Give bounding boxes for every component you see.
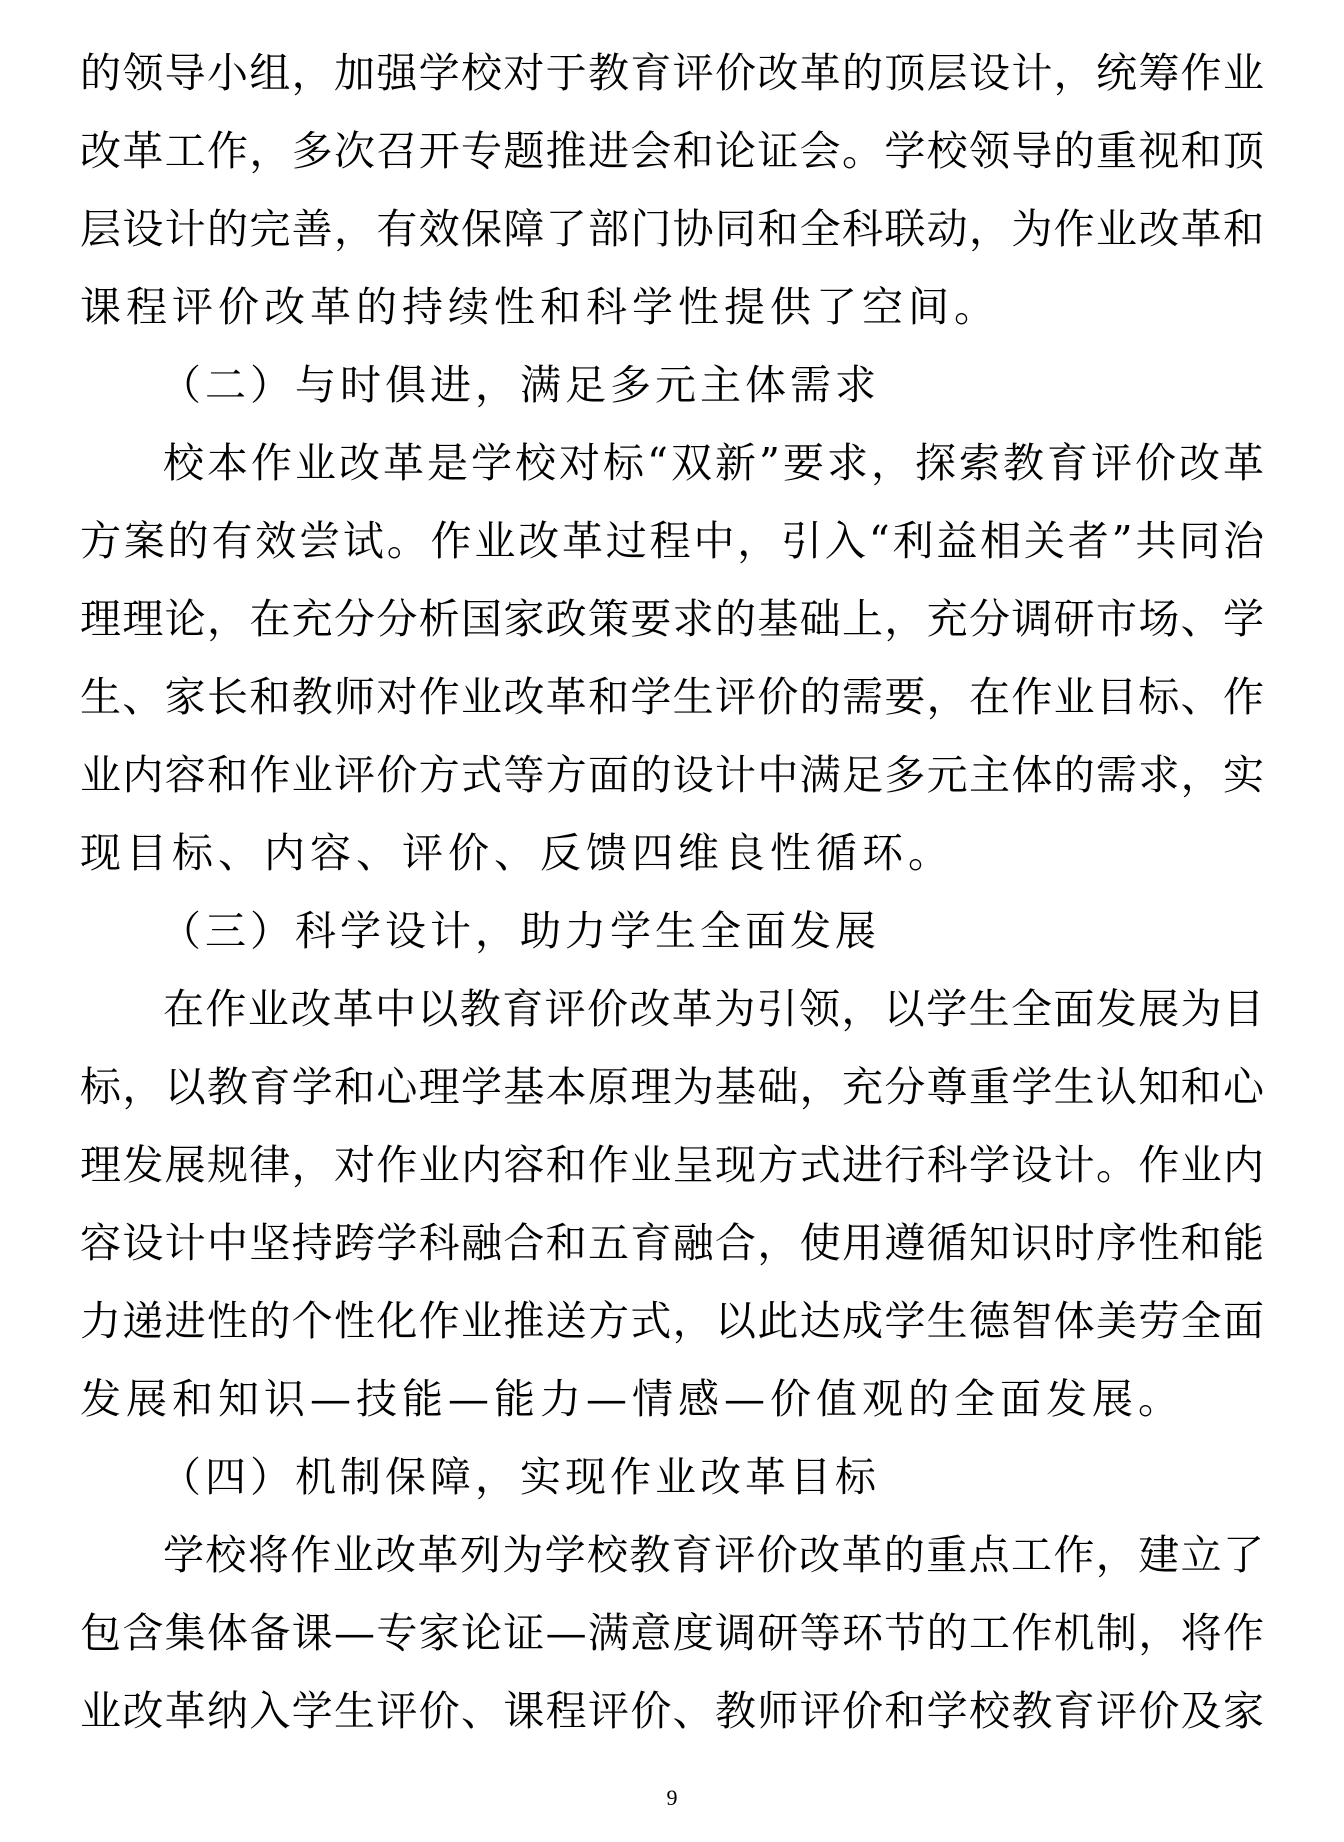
- section-heading: （二）与时俱进，满足多元主体需求: [160, 361, 880, 409]
- body-text-line: 的领导小组，加强学校对于教育评价改革的顶层设计，统筹作业: [80, 49, 1264, 97]
- body-text-line: 容设计中坚持跨学科融合和五育融合，使用遵循知识时序性和能: [80, 1219, 1264, 1267]
- page-number: 9: [666, 1785, 678, 1810]
- body-text-line: 业内容和作业评价方式等方面的设计中满足多元主体的需求，实: [80, 751, 1264, 799]
- body-text-line: 在作业改革中以教育评价改革为引领，以学生全面发展为目: [163, 985, 1264, 1033]
- body-text-line: 校本作业改革是学校对标“双新”要求，探索教育评价改革: [163, 439, 1264, 487]
- body-text-line: 发展和知识—技能—能力—情感—价值观的全面发展。: [80, 1375, 1184, 1423]
- body-text-line: 业改革纳入学生评价、课程评价、教师评价和学校教育评价及家: [80, 1687, 1264, 1735]
- body-text-line: 理发展规律，对作业内容和作业呈现方式进行科学设计。作业内: [80, 1141, 1264, 1189]
- body-text-line: 学校将作业改革列为学校教育评价改革的重点工作，建立了: [163, 1531, 1264, 1579]
- body-text-line: 层设计的完善，有效保障了部门协同和全科联动，为作业改革和: [80, 205, 1264, 253]
- body-text-line: 力递进性的个性化作业推送方式，以此达成学生德智体美劳全面: [80, 1297, 1264, 1345]
- body-text-line: 现目标、内容、评价、反馈四维良性循环。: [80, 829, 954, 877]
- body-text-line: 改革工作，多次召开专题推进会和论证会。学校领导的重视和顶: [80, 127, 1264, 175]
- body-text-line: 方案的有效尝试。作业改革过程中，引入“利益相关者”共同治: [80, 517, 1264, 565]
- section-heading: （四）机制保障，实现作业改革目标: [160, 1453, 880, 1501]
- body-text-line: 理理论，在充分分析国家政策要求的基础上，充分调研市场、学: [80, 595, 1264, 643]
- body-text-line: 包含集体备课—专家论证—满意度调研等环节的工作机制，将作: [80, 1609, 1264, 1657]
- section-heading: （三）科学设计，助力学生全面发展: [160, 907, 880, 955]
- body-text-line: 课程评价改革的持续性和科学性提供了空间。: [80, 283, 1000, 331]
- body-text-line: 生、家长和教师对作业改革和学生评价的需要，在作业目标、作: [80, 673, 1264, 721]
- body-text-line: 标，以教育学和心理学基本原理为基础，充分尊重学生认知和心: [80, 1063, 1264, 1111]
